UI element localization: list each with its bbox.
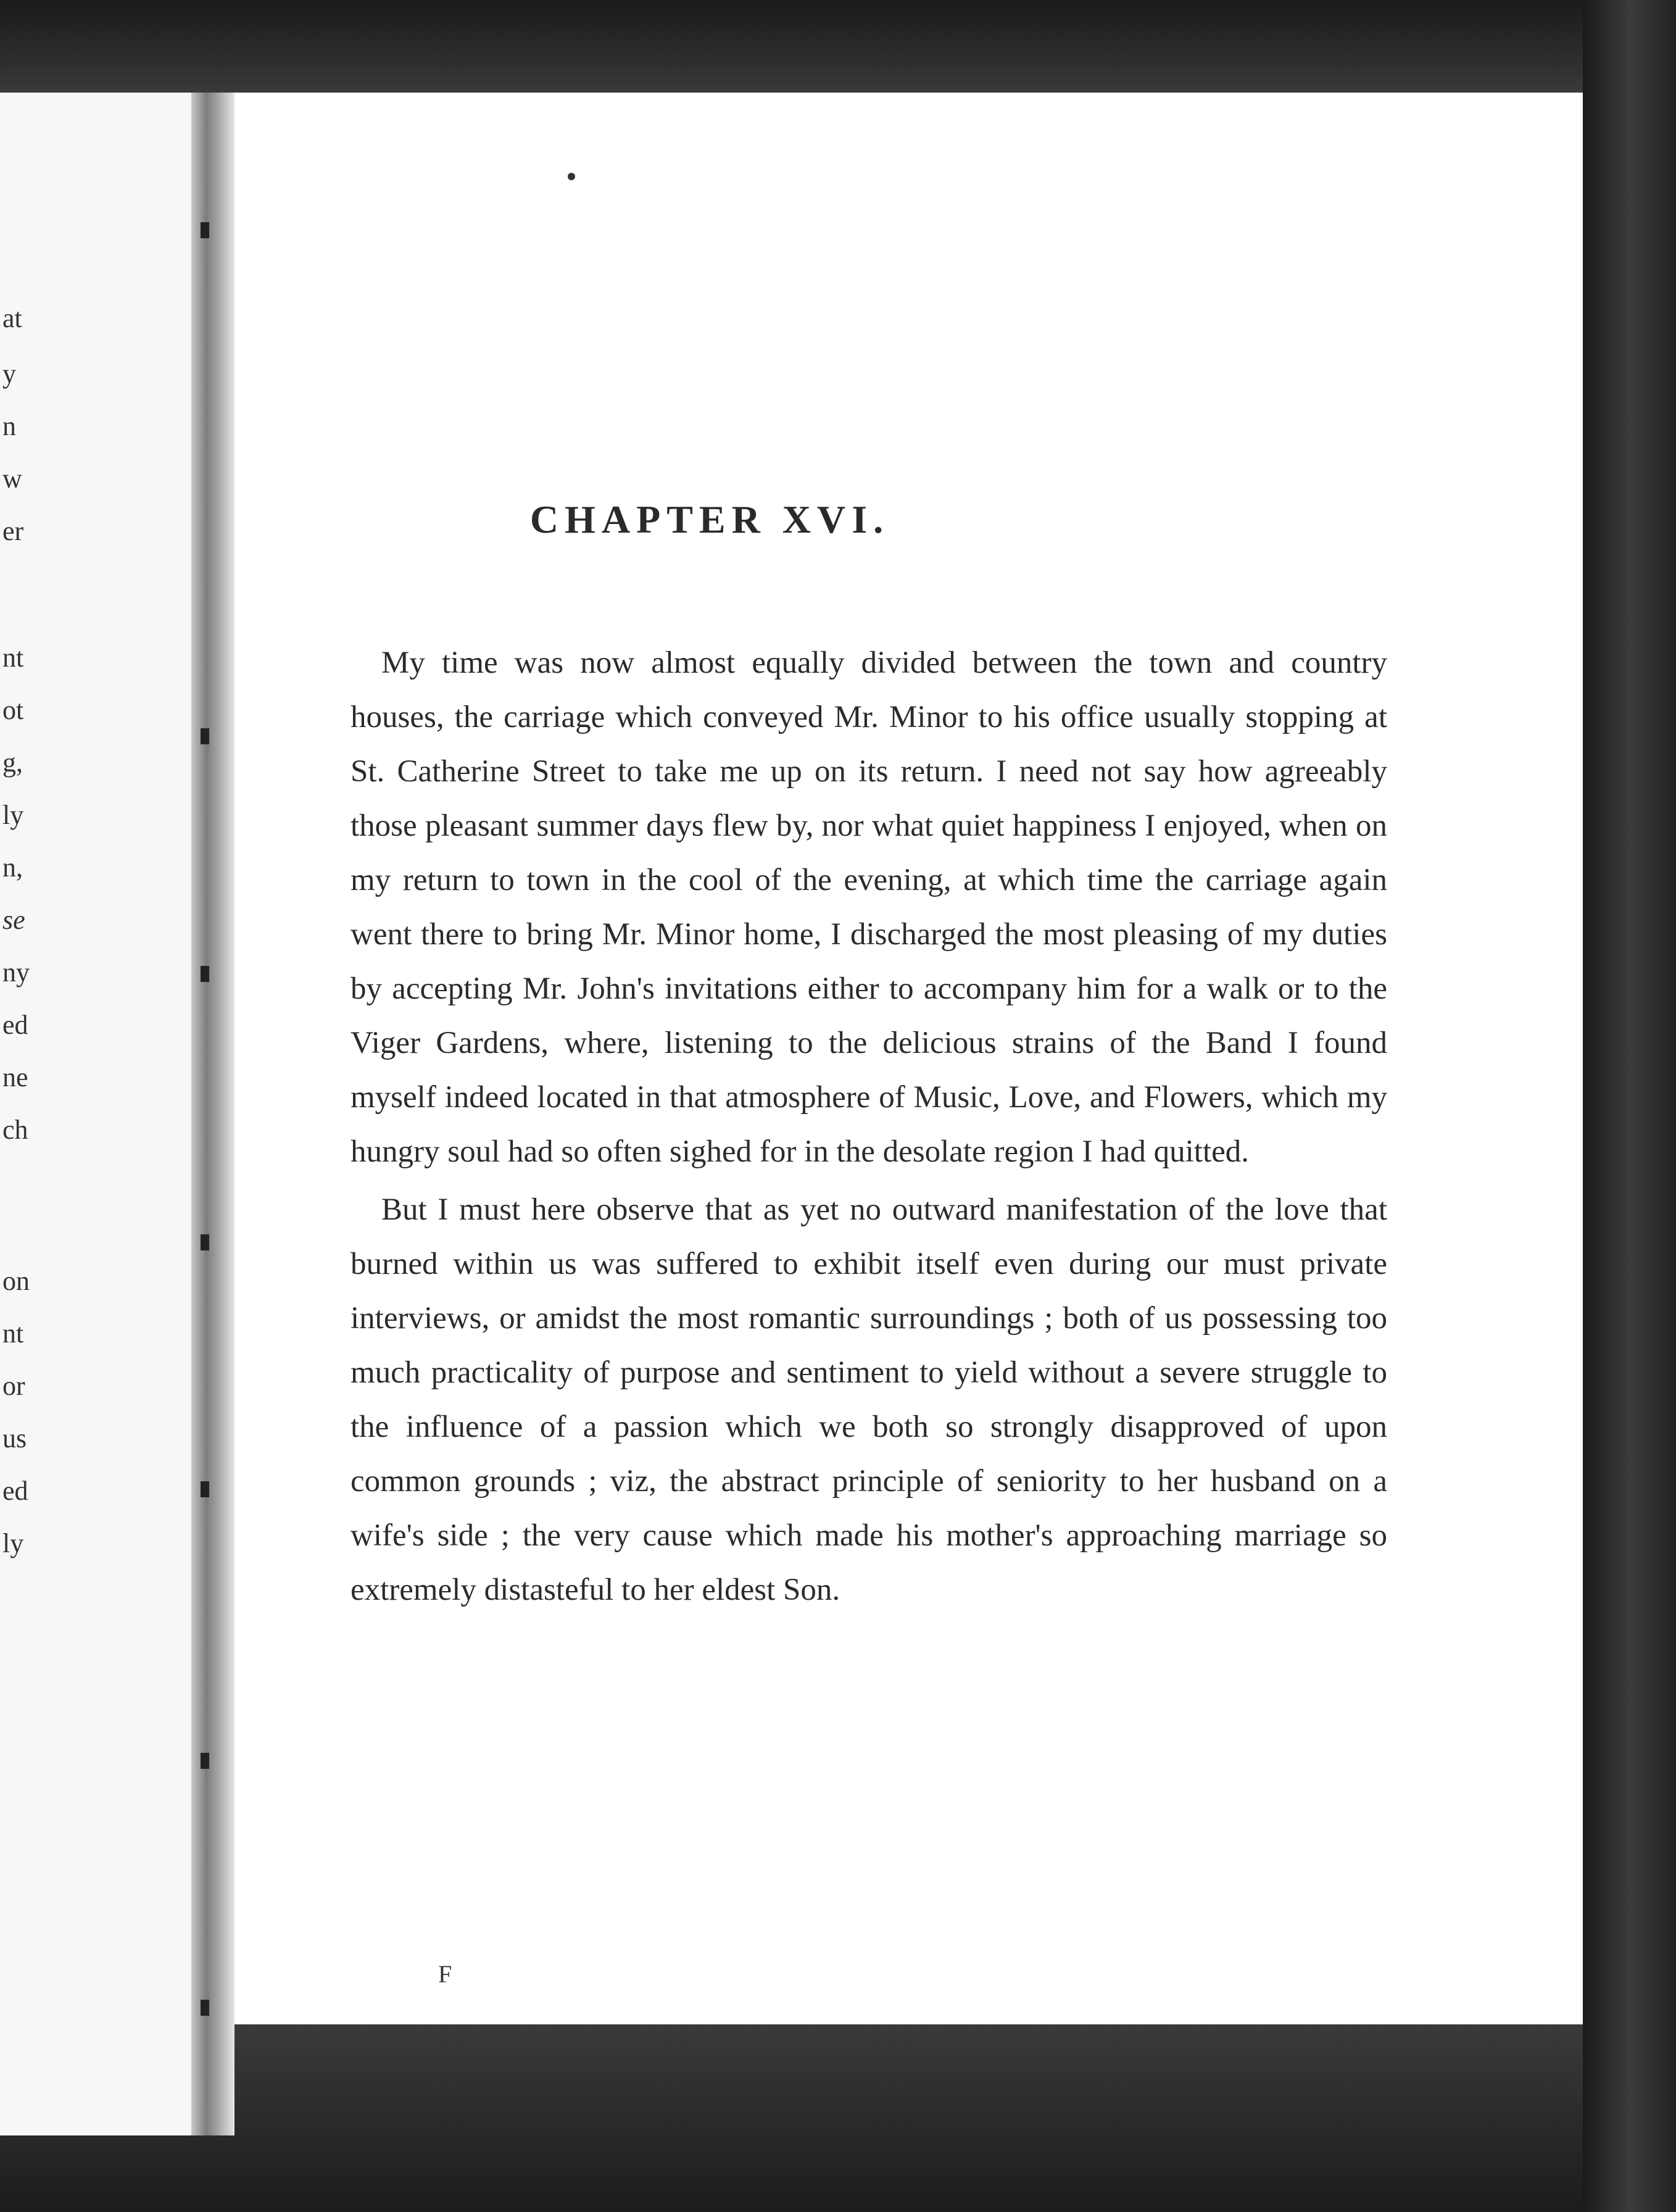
binding-thread	[201, 2000, 209, 2016]
paragraph: But I must here observe that as yet no outward manifestation of the love that burned within us was suffered to exhibit itself even during our must private interviews, or amidst the most romantic surroundings ; both of us possessing too much practicality of purpose and sentiment to yield without a severe struggle to the influence of a passion which we both so strongly disapproved of upon common grounds ; viz, the abstract principle of seniority to her husband on a wife's side ; the very cause which made his mother's approaching marriage so extremely distasteful to her eldest Son.	[351, 1192, 1387, 1607]
facing-page-fragment: g,	[2, 747, 23, 778]
facing-page-fragment: er	[2, 516, 24, 546]
facing-page-fragment: ed	[2, 1476, 28, 1506]
facing-page-fragment: at	[2, 303, 22, 333]
facing-page-fragment: se	[2, 905, 25, 935]
binding-thread	[201, 966, 209, 982]
film-border-top	[0, 0, 1676, 93]
facing-page-fragment: nt	[2, 1318, 24, 1349]
facing-page-fragment: n,	[2, 852, 23, 883]
chapter-body	[351, 636, 1387, 1617]
film-border-bottom	[0, 2024, 1676, 2212]
signature-mark: F	[438, 1960, 452, 1988]
ink-speck	[568, 173, 575, 180]
facing-page-fragment: ne	[2, 1062, 28, 1092]
facing-page-fragment: ly	[2, 1528, 24, 1558]
binding-thread	[201, 1481, 209, 1497]
binding-thread	[201, 1234, 209, 1250]
film-border-right	[1583, 0, 1676, 2212]
binding-thread	[201, 1753, 209, 1769]
book-gutter	[191, 93, 234, 2135]
facing-page-fragment: ly	[2, 800, 24, 830]
facing-page-fragment: on	[2, 1266, 30, 1296]
facing-page-fragment: or	[2, 1371, 25, 1401]
chapter-title: CHAPTER XVI.	[529, 497, 890, 541]
binding-thread	[201, 222, 209, 238]
facing-page-fragment: ot	[2, 695, 24, 725]
paragraph: My time was now almost equally divided between the town and country houses, the carriage which conveyed Mr. Minor to his office usually stopping at St. Catherine Street to take me up on its return. I need not say how agreeably those pleasant summer days flew by, nor what quiet happiness I enjoyed, when on my return to town in the cool of the evening, at which time the carriage again went there to bring Mr. Minor home, I discharged the most pleasing of my duties by accepting Mr. John's invitations either to accompany him for a walk or to the Viger Gardens, where, listening to the delicious strains of the Band I found myself indeed located in that atmosphere of Music, Love, and Flowers, which my hungry soul had so often sighed for in the desolate region I had quitted.	[351, 646, 1387, 1169]
facing-page-fragment: ed	[2, 1010, 28, 1040]
facing-page-fragment: ch	[2, 1115, 28, 1145]
book-page	[234, 93, 1583, 2024]
facing-page-fragment: y	[2, 359, 16, 389]
facing-page-fragment: w	[2, 464, 22, 494]
facing-page-fragment: n	[2, 411, 16, 441]
facing-page-fragment: us	[2, 1423, 27, 1453]
facing-page-edge	[0, 93, 191, 2135]
facing-page-fragment: nt	[2, 642, 24, 673]
binding-thread	[201, 728, 209, 744]
facing-page-fragment: ny	[2, 957, 30, 988]
